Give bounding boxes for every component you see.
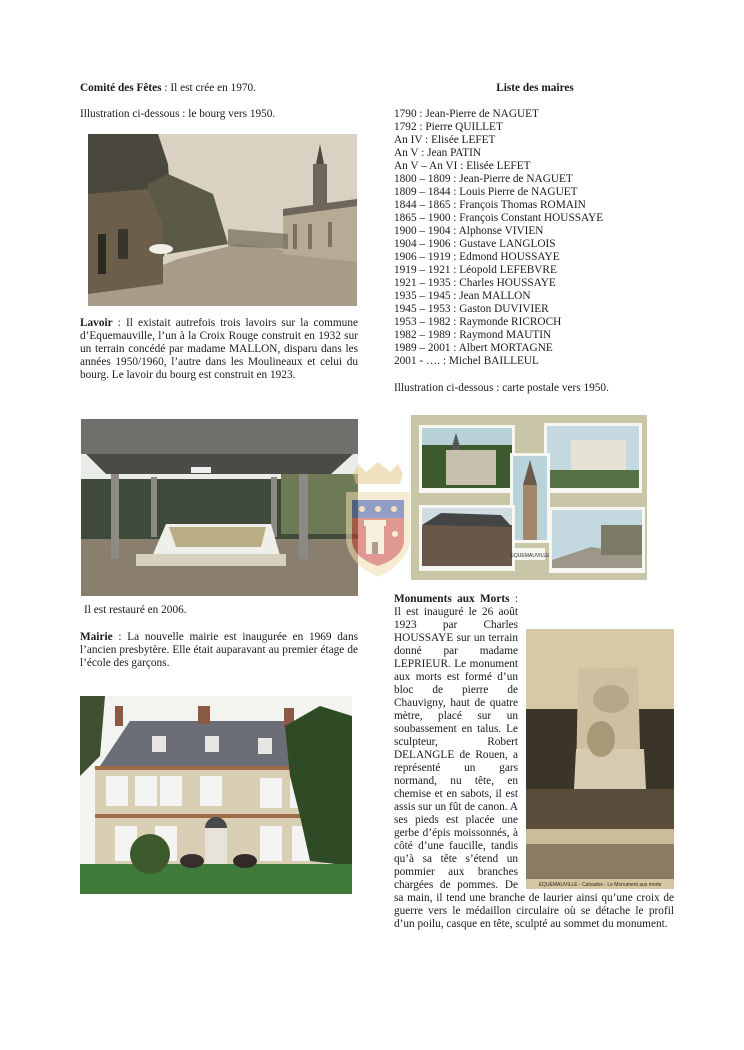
list-item: An IV : Elisée LEFET [394,134,496,146]
lavoir-restaure-text: Il est restauré en 2006. [84,604,187,616]
illustration-bourg-caption: Illustration ci-dessous : le bourg vers 1950. [80,108,276,120]
mairie-text: : La nouvelle mairie est inaugurée en 1969 dans l’ancien presbytère. Elle était auparavant au premier étage de l’école des garçons. [80,631,358,669]
list-item: 1790 : Jean-Pierre de NAGUET [394,108,539,120]
mairie-paragraph [80,631,358,670]
list-item: 1982 – 1989 : Raymond MAUTIN [394,329,552,341]
comite-title: Comité des Fêtes [80,82,162,94]
list-item: 1800 – 1809 : Jean-Pierre de NAGUET [394,173,573,185]
svg-text:EQUEMAUVILLE: EQUEMAUVILLE [510,553,550,559]
list-item: 1919 – 1921 : Léopold LEFEBVRE [394,264,557,276]
list-item: 2001 - …. : Michel BAILLEUL [394,355,539,367]
monument-text: : Il est inauguré le 26 août 1923 par Charles HOUSSAYE sur un terrain donné par madame LEPRIEUR. Le monument aux morts est formé d’un bloc de pierre de Chauvigny, haut de quatre mètre, placé sur un soubassement en talus. Le sculpteur, Robert DELANGLE de Rouen, a représenté un gars normand, nu tête, en chemise et en sabots, il est assis sur un fût de canon. A ses pieds est placée une gerbe d’épis moissonnés, à côté d’une faucille, tandis qu’à sa tête s’étend un pommier aux branches chargées de pommes. De sa main, il tend une branche de laurier ainsi qu’une croix de guerre vers le médaillon circulaire où se détache le profil d’un poilu, casque en tête, sculpté au sommet du monument. [394,593,674,930]
comite-text: : Il est crée en 1970. [161,82,256,94]
photo-monument [526,629,674,889]
photo-lavoir [81,419,358,596]
svg-text:EQUEMAUVILLE - Calvados - Le M: EQUEMAUVILLE - Calvados - Le Monument aux morts [538,882,662,888]
list-item: 1904 – 1906 : Gustave LANGLOIS [394,238,556,250]
list-item: An V : Jean PATIN [394,147,482,159]
list-item: 1844 – 1865 : François Thomas ROMAIN [394,199,586,211]
monument-title: Monuments aux Morts [394,593,510,605]
list-item: 1900 – 1904 : Alphonse VIVIEN [394,225,544,237]
coat-of-arms-watermark [338,462,418,587]
list-item: 1906 – 1919 : Edmond HOUSSAYE [394,251,560,263]
maires-list [394,108,676,368]
list-item: 1792 : Pierre QUILLET [394,121,503,133]
lavoir-paragraph [80,317,358,382]
list-item: 1989 – 2001 : Albert MORTAGNE [394,342,553,354]
list-item: 1953 – 1982 : Raymonde RICROCH [394,316,562,328]
monument-section [394,593,674,931]
list-item: An V – An VI : Elisée LEFET [394,160,531,172]
lavoir-text: : Il existait autrefois trois lavoirs sur la commune d’Equemauville, l’un à la Croix Rouge construit en 1932 sur un terrain concédé par madame MALLON, disparu dans les années 1950/1960, l’autre dans les Moulineaux et celui du bourg. Le lavoir du bourg est construit en 1923. [80,317,358,381]
mairie-title: Mairie [80,631,113,643]
lavoir-title: Lavoir [80,317,113,329]
illustration-carte-caption: Illustration ci-dessous : carte postale vers 1950. [394,382,609,394]
maires-title: Liste des maires [496,82,574,94]
comite-paragraph [80,82,370,95]
photo-mairie [80,696,352,894]
list-item: 1945 – 1953 : Gaston DUVIVIER [394,303,549,315]
list-item: 1865 – 1900 : François Constant HOUSSAYE [394,212,604,224]
list-item: 1935 – 1945 : Jean MALLON [394,290,531,302]
photo-carte-postale [411,415,647,580]
photo-bourg [88,134,357,306]
list-item: 1809 – 1844 : Louis Pierre de NAGUET [394,186,578,198]
list-item: 1921 – 1935 : Charles HOUSSAYE [394,277,556,289]
